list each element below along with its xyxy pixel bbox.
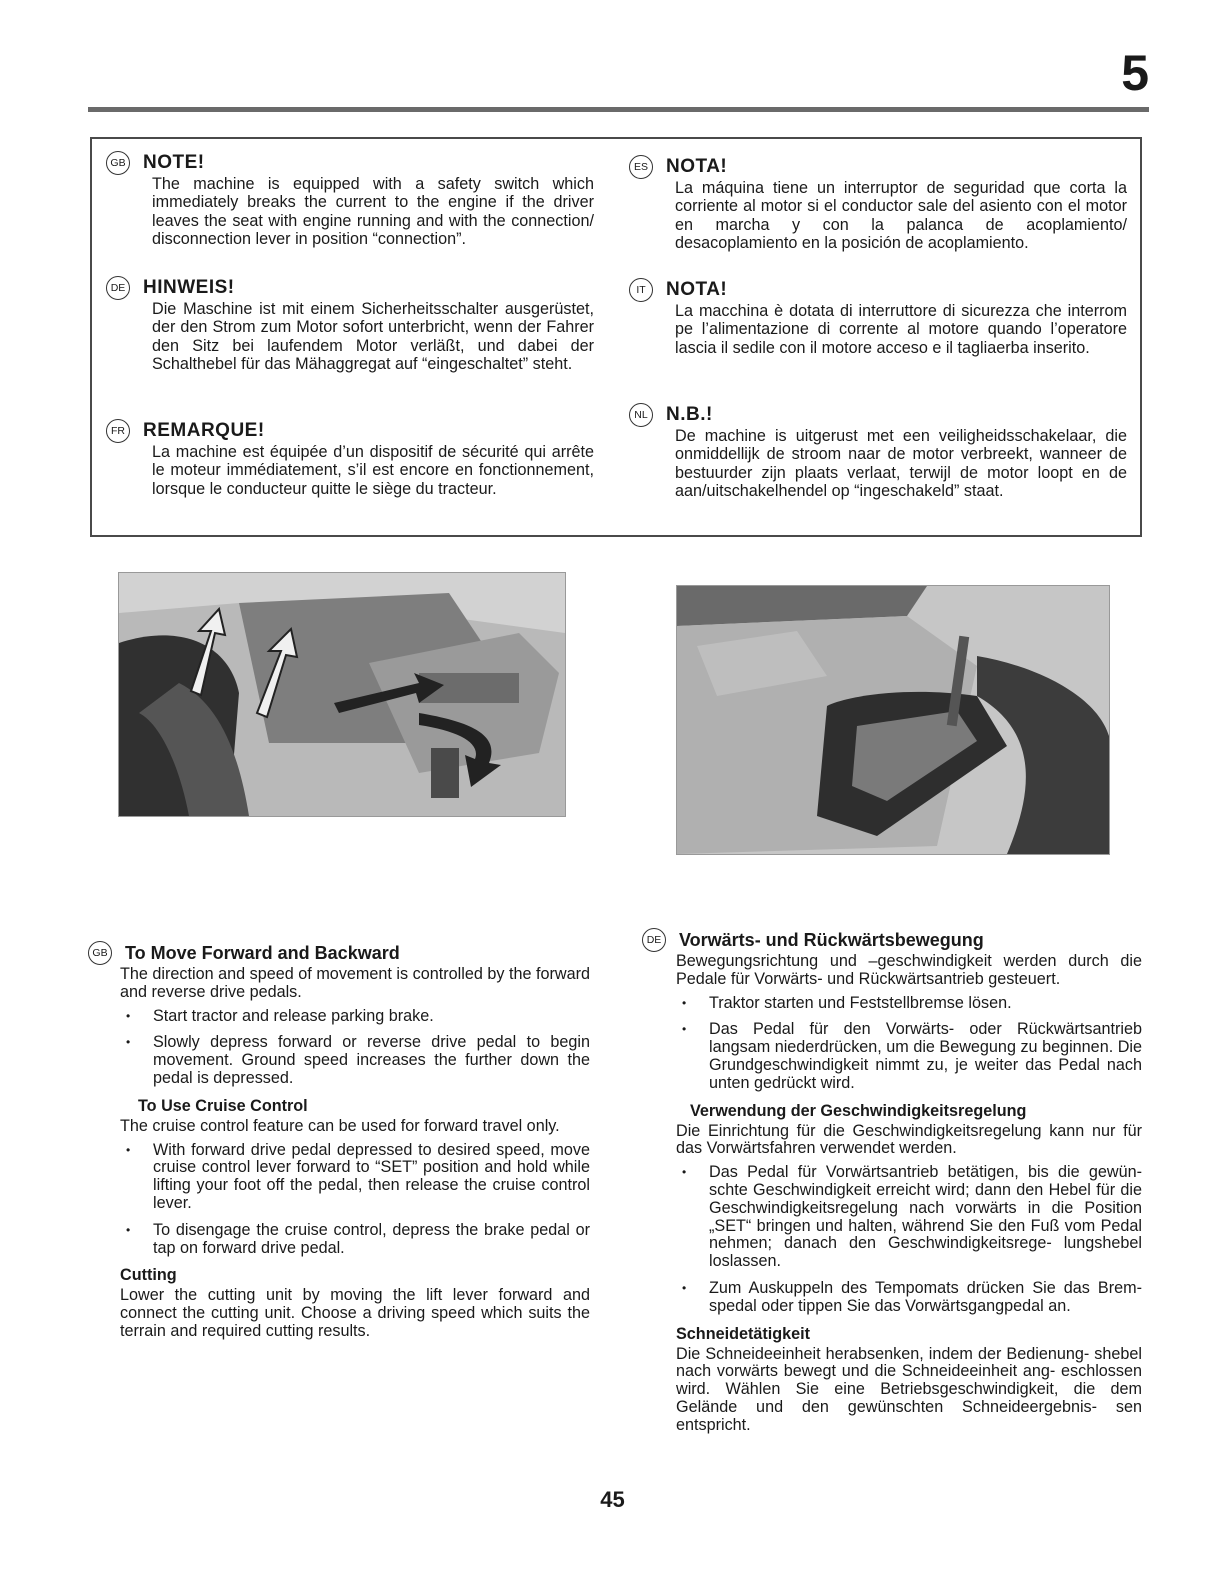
bullet-list [120,1008,590,1088]
cruise-intro: Die Einrichtung für die Geschwindigkeitsregelung kann nur für das Vorwärtsfahren verwendet werden. [676,1121,1142,1158]
note-title: N.B.! [666,404,713,425]
section-intro: Bewegungsrichtung und –geschwindigkeit werden durch die Pedale für Vorwärts- und Rückwärtsantrieb gesteuert. [676,952,1142,988]
list-item: • Traktor starten und Feststellbremse lösen. [676,995,1142,1013]
cutting-text: Die Schneideeinheit herabsenken, indem der Bedienung- shebel nach vorwärts bewegt und die Schneideeinheit ang- eschlossen wird. Wählen Sie eine Betriebsgeschwindigkeit, die dem Gelände und den gewünschten Schneideergebnis- sen entspricht. [676,1344,1142,1434]
subheading-cruise: Verwendung der Geschwindigkeitsregelung [690,1101,1027,1120]
section-de [642,927,1142,1435]
note-fr [106,417,594,498]
lang-badge-icon: GB [106,151,130,175]
note-text: De machine is uitgerust met een veiligheidsschakelaar, die onmiddellijk de stroom naar de motor verbreekt, wanneer de bestuurder zijn plaats verlaat, terwijl de motor loopt en de aan/uitschakelhendel op “ingeschakeld” staat. [675,427,1127,500]
note-it [629,276,1127,357]
lang-badge-icon: FR [106,419,130,443]
safety-notes-box [90,137,1142,537]
note-title: REMARQUE! [143,420,265,441]
list-item: • Zum Auskuppeln des Tempomats drücken Sie das Brem- spedal oder tippen Sie das Vorwärtsgangpedal an. [676,1280,1142,1316]
list-item: • To disengage the cruise control, depress the brake pedal or tap on forward drive pedal. [120,1222,590,1258]
note-text: La machine est équipée d’un dispositif de sécurité qui arrête le moteur immédiatement, s’il est encore en fonctionnement, lorsque le conducteur quitte le siège du tracteur. [152,443,594,498]
list-item: • Start tractor and release parking brake. [120,1008,590,1026]
list-item: • With forward drive pedal depressed to desired speed, move cruise control lever forward to “SET” position and hold while lifting your foot off the pedal, then release the cruise control lever. [120,1142,590,1213]
subheading-cruise: To Use Cruise Control [138,1096,308,1115]
figure-seat-safety-switch [118,572,566,817]
subheading-cutting: Cutting [120,1266,177,1285]
section-en [88,940,590,1341]
cutting-text: Lower the cutting unit by moving the lift lever forward and connect the cutting unit. Choose a driving speed which suits the terrain and required cutting results. [120,1286,590,1340]
note-text: Die Maschine ist mit einem Sicherheitsschalter ausgerüstet, der den Strom zum Motor sofort unterbricht, wenn der Fahrer den Sitz bei laufendem Motor verläßt, und dabei der Schalthebel für das Mähaggregat auf “eingeschaltet” steht. [152,300,594,373]
chapter-number: 5 [1121,45,1149,101]
cruise-intro: The cruise control feature can be used for forward travel only. [120,1116,560,1135]
list-item: • Das Pedal für den Vorwärts- oder Rückwärtsantrieb langsam niederdrücken, um die Bewegung zu beginnen. Die Grundgeschwindigkeit nimmt zu, je weiter das Pedal nach unten gedrückt wird. [676,1021,1142,1092]
bullet-list [120,1142,590,1258]
lang-badge-icon: DE [106,276,130,300]
section-heading: To Move Forward and Backward [125,942,400,963]
list-item: • Slowly depress forward or reverse drive pedal to begin movement. Ground speed increases the further down the pedal is depressed. [120,1034,590,1087]
note-title: NOTA! [666,156,728,177]
bullet-list [676,995,1142,1093]
lang-badge-icon: ES [629,155,653,179]
note-title: HINWEIS! [143,277,235,298]
note-title: NOTA! [666,279,728,300]
lang-badge-icon: NL [629,403,653,427]
subheading-cutting: Schneidetätigkeit [676,1324,811,1343]
bullet-list [676,1164,1142,1315]
section-heading: Vorwärts- und Rückwärtsbewegung [679,929,984,950]
note-gb [106,149,594,248]
page-number: 45 [600,1487,625,1512]
note-nl [629,401,1127,500]
note-de [106,274,594,373]
note-text: The machine is equipped with a safety switch which immediately breaks the current to the engine if the driver leaves the seat with engine running and with the connection/ disconnection lever in position “connection”. [152,175,594,248]
section-intro: The direction and speed of movement is controlled by the forward and reverse drive pedals. [120,965,590,1001]
header-rule [88,107,1149,112]
note-title: NOTE! [143,152,205,173]
note-text: La máquina tiene un interruptor de seguridad que corta la corriente al motor si el conductor sale del asiento con el motor en marcha y con la palanca de acoplamiento/ desacoplamiento en la posición de acoplamiento. [675,179,1127,252]
lang-badge-icon: IT [629,278,653,302]
note-es [629,153,1127,252]
lang-badge-icon: GB [88,941,112,965]
list-item: • Das Pedal für Vorwärtsantrieb betätigen, bis die gewün- schte Geschwindigkeit erreicht wird; dann den Hebel für die Geschwindigkeitsregelung nach vorwärts in die Position „SET“ bringen und halten, während Sie den Fuß vom Pedal nehmen; danach den Geschwindigkeitsrege- lungshebel loslassen. [676,1164,1142,1271]
figure-cruise-control-lever [676,585,1110,855]
lang-badge-icon: DE [642,928,666,952]
note-text: La macchina è dotata di interruttore di sicurezza che interrom pe l’alimentazione di corrente al motore quando l’operatore lascia il sedile con il motore acceso e il tagliaerba inserito. [675,302,1127,357]
